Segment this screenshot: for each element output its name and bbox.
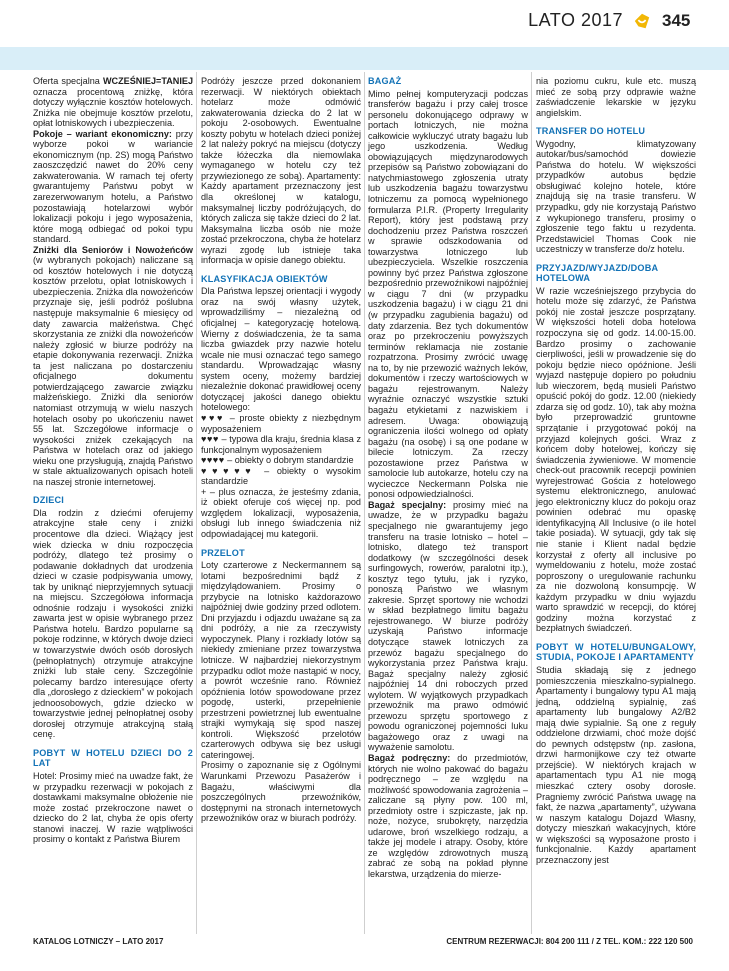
rating-hearts-icon: ♥♥♥ <box>201 434 219 445</box>
rating-hearts-icon: ♥♥♥ <box>201 412 226 423</box>
page-number: 345 <box>662 11 691 30</box>
paragraph: Pokoje – wariant ekonomiczny: przy wyborze pokoi w wariancie ekonomicznym (np. 2S) mogą Państwo zaoszczędzić nawet do 20% ceny zakwaterowania. W ramach tej oferty gwarantujemy Państwu pobyt w zarezerwowanym hotelu, a Państwo pozostawiają hotelarzowi wybór lokalizacji pokoju i jego wyposażenia, które mogą odbiegać od pokoi typu standard. <box>33 128 193 245</box>
section-heading: POBYT W HOTELU/BUNGALOWY, STUDIA, POKOJE I APARTAMENTY <box>536 641 696 663</box>
paragraph: Podróży jeszcze przed dokonaniem rezerwacji. W niektórych obiektach hotelarz może odmówić zakwaterowania dziecka do 2 lat w pokoju 2-osobowych. Ewentualne koszty pobytu w hotelach dzieci poniżej 2 lat należy pokryć na miejscu (dotyczy także łóżeczka dla niemowlaka wymaganego w hotelu czy też przywiezionego ze sobą). Apartamenty: Każdy apartament przeznaczony jest dla określonej w katalogu, maksymalnej liczby podróżujących, do których zalicza się także dzieci do 2 lat. Maksymalna liczba osób nie może zostać przekroczona, chyba że hotelarz wyrazi zgodę lub istnieje taka informacja w opisie danego obiektu. <box>201 76 361 266</box>
page-header <box>0 0 729 47</box>
paragraph: Prosimy o zapoznanie się z Ogólnymi Warunkami Przewozu Pasażerów i Bagażu, właściwymi dla poszczególnych przewoźników, dostępnymi na stronach internetowych przewoźników oraz w biurach podróży. <box>201 760 361 824</box>
paragraph: nia poziomu cukru, kule etc. muszą mieć ze sobą przy odprawie ważne zaświadczenie lekarskie w języku angielskim. <box>536 76 696 118</box>
section-heading: BAGAŻ <box>368 76 402 86</box>
rating-line: ♥♥♥♥♥ – obiekty o wysokim standardzie <box>201 465 361 487</box>
paragraph: Dla rodzin z dziećmi oferujemy atrakcyjne stałe ceny i zniżki procentowe dla dzieci. Wiążący jest wiek dziecka w dniu rozpoczęcia podróży, dlatego też prosimy o podawanie dokładnych dat urodzenia dzieci w czasie podpisywania umowy, tak by uniknąć nieprzyjemnych sytuacji na miejscu. Szczegółowa informacja odnośnie rodzaju i wysokości zniżki zawarta jest w opisie wybranego przez Państwa hotelu. Bardzo popularne są pokoje rodzinne, w których dwoje dzieci w towarzystwie dwóch osób dorosłych (pełnopłatnych) otrzymuje atrakcyjne zniżki lub stałe ceny. Szczególnie polecamy bardzo interesujące oferty dla „dorosłego z dzieckiem” w pokojach jednoosobowych, gdzie dziecko w towarzystwie jednej pełnopłatnej osoby dorosłej otrzymuje atrakcyjną stałą cenę. <box>33 507 193 740</box>
rating-hearts-icon: ♥♥♥♥ <box>201 455 225 466</box>
paragraph: Hotel: Prosimy mieć na uwadze fakt, że w przypadku rezerwacji w pokojach z dostawkami maksymalne obłożenie nie może zostać przekroczone nawet o dziecko do 2 lat, chyba że opis oferty stanowi inaczej. W razie wątpliwości prosimy o kontakt z Państwa Biurem <box>33 771 193 845</box>
season-label: LATO 2017 <box>528 10 623 30</box>
paragraph: Dla Państwa lepszej orientacji i wygody oraz na swój własny użytek, wprowadziliśmy – niezależną od oficjalnej – kategoryzację hotelową. Wierny z doświadczenia, że ta sama liczba gwiazdek przy nazwie hotelu wcale nie musi oznaczać tego samego standardu. Wprowadzając własny system oceny, możemy bardziej niezależnie dokonać prawidłowej oceny dotyczącej jakości danego obiektu hotelowego: <box>201 286 361 413</box>
paragraph: Bagaż specjalny: prosimy mieć na uwadze, że w przypadku bagażu specjalnego nie gwarantujemy jego transferu na trasie lotnisko – hotel – lotnisko, dlatego też transport dodatkowy (w szczególności desek surfingowych, rowerów, paralotni itp.), kosztyz tego tytułu, jak i ryzyko, ponoszą Państwo we własnym zakresie. Sprzęt sportowy nie wchodzi w skład bezpłatnego limitu bagażu rejestrowanego. W biurze podróży uzyskają Państwo informacje dotyczące stawek lotniczych za przewóz bagażu specjalnego do wykorzystania przez Państwa kraju. Bagaż specjalny należy zgłosić najpóźniej 14 dni roboczych przed wylotem. W wyjątkowych przypadkach przewoźnik ma prawo odmówić przewozu sprzętu sportowego z powodu ograniczonej pojemności luku bagażowego oraz z uwagi na wyważenie samolotu. <box>368 499 528 753</box>
rating-line: ♥♥♥ – typowa dla kraju, średnia klasa z funkcjonalnym wyposażeniem <box>201 434 362 455</box>
paragraph: Loty czarterowe z Neckermannem są lotami bezpośrednimi bądź z międzylądowaniem. Prosimy o przybycie na lotnisko każdorazowo najpóźniej dwie godziny przed odlotem. Dni przyjazdu i odjazdu uważane są za dni podróży, a nie za rzeczywisty wypoczynek. Plany i rozkłady lotów są niekiedy zmieniane przez towarzystwa lotnicze. W najbardziej niekorzystnym przypadku odlot może nastąpić w nocy, a powrót wcześnie rano. Również opóźnienia lotów spowodowane przez pogodę, usterki, przepełnienie przestrzeni powietrznej lub ewentualne strajki wymykają się spod naszej kontroli. Większość przelotów czarterowych odbywa się bez usługi cateringowej. <box>201 560 361 760</box>
paragraph: + – plus oznacza, że jesteśmy zdania, iż obiekt oferuje coś więcej np. pod względem lokalizacji, wyposażenia, obsługi lub innego świadczenia niż odpowiadającej mu kategorii. <box>201 486 361 539</box>
paragraph: Mimo pełnej komputeryzacji podczas transferów bagażu i przy całej trosce personelu dokonującego odprawy w portach lotniczych, nie można całkowicie wykluczyć utraty bagażu lub jego uszkodzenia. Według obowiązujących międzynarodowych przepisów są Państwo zobowiązani do natychmiastowego zgłoszenia utraty lub uszkodzenia bagażu towarzystwu lotniczemu za pomocą wypełnionego formularza P.I.R. (Property Irregularity Report), który jest podstawą przy dochodzeniu przez Państwa roszczeń w sprawie odszkodowania od towarzystwa lotniczego lub ubezpieczyciela. Wszelkie roszczenia powinny być przez Państwa zgłoszone bezpośrednio przewoźnikowi najpóźniej w ciągu 7 dni (w przypadku uszkodzenia bagażu) i w ciągu 21 dni (w przypadku zagubienia bagażu) od daty zdarzenia. Bez tych dokumentów oraz po przekroczeniu powyższych terminów reklamacja nie zostanie rozpatrzona. Prosimy zwrócić uwagę na to, by nie przewozić ważnych leków, dokumentów i rzeczy wartościowych w bagażu rejestrowanym. Należy wyraźnie oznaczyć wszystkie sztuki bagażu etykietami z nazwiskiem i adresem. Uwaga: obowiązują ograniczenia ilości wolnego od opłaty bagażu (na osobę) i są one podane w bilecie lotniczym. Za rzeczy pozostawione przez Państwa w samolocie lub autokarze, hotelu czy na wycieczce Neckermann Polska nie ponosi odpowiedzialności. <box>368 88 528 500</box>
column-divider <box>196 72 197 934</box>
section-heading: TRANSFER DO HOTELU <box>536 126 646 137</box>
footer-booking-phone: CENTRUM REZERWACJI: 804 200 111 / Z TEL. KOM.: 222 120 500 <box>446 937 693 946</box>
footer-catalog-title: KATALOG LOTNICZY – LATO 2017 <box>33 937 164 946</box>
text-column-1 <box>33 76 193 845</box>
text-column-3 <box>368 76 528 880</box>
text-column-2 <box>201 76 361 824</box>
paragraph: Studia składają się z jednego pomieszczenia mieszkalno-sypialnego. Apartamenty i bungalowy typu A1 mają jedną, oddzielną sypialnię, zaś apartamenty lub bungalowy A2/B2 mają dwie sypialnie. Są one z reguły oddzielone drzwiami, choć może dojść do pewnych odstępstw (np. zasłona, drzwi harmonijkowe czy też otwarte przejście). W niektórych krajach w apartamentach typu A1 nie mogą mieszkać cztery osoby dorosłe. Pragniemy zwrócić Państwa uwagę na fakt, że nazwa „apartamenty”, używana w naszym katalogu Dojazd Własny, dotyczy mieszkań wakacyjnych, które w większości są wyposażone prosto i funkcjonalnie. Każdy apartament przeznaczony jest <box>536 664 696 865</box>
section-heading: PRZELOT <box>201 547 245 558</box>
section-heading: DZIECI <box>33 495 65 506</box>
header-color-bar <box>0 47 729 70</box>
section-heading: POBYT W HOTELU DZIECI DO 2 LAT <box>33 747 193 769</box>
rating-line: ♥♥♥ – proste obiekty z niezbędnym wyposażeniem <box>201 412 362 434</box>
rating-hearts-icon: ♥♥♥♥♥ <box>201 465 257 476</box>
section-heading: KLASYFIKACJA OBIEKTÓW <box>201 273 328 284</box>
column-divider <box>364 72 365 934</box>
rating-line: ♥♥♥♥ – obiekty o dobrym standardzie <box>201 455 354 466</box>
column-divider <box>531 72 532 934</box>
sun-logo-icon <box>633 12 651 30</box>
paragraph: Oferta specjalna WCZEŚNIEJ=TANIEJ oznacza procentową zniżkę, która dotyczy wyłącznie kosztów hotelowych. Zniżka nie obejmuje kosztów przelotu, opłat lotniskowych i ubezpieczenia. <box>33 76 193 129</box>
paragraph: Bagaż podręczny: do przedmiotów, których nie wolno pakować do bagażu podręcznego – ze względu na możliwość spowodowania zagrożenia – zaliczane są płyny pow. 100 ml, przedmioty ostre i szpiczaste, jak np. noże, nożyce, srubokręty, narzędzia udarowe, broń wszelkiego rodzaju, a także jej modele i atrapy. Osoby, które ze względów zdrowotnych muszą zabrać ze sobą na pokład płynne lekarstwa, urządzenia do mierze- <box>368 753 528 880</box>
paragraph: Zniżki dla Seniorów i Nowożeńców (w wybranych pokojach) naliczane są od kosztów hotelowych i nie dotyczą kosztów przelotu, opłat lotniskowych i ubezpieczenia. Zniżka dla nowożeńców przyznaje się, jeśli podróż poślubna następuje maksymalnie 6 miesięcy od daty zawarcia małżeństwa. Chęć skorzystania ze zniżki dla nowożeńców należy zgłosić w biurze podróży na etapie dokonywania rezerwacji. Zniżka ta jest naliczana po dostarczeniu oficjalnego dokumentu potwierdzającego zawarcie związku małżeńskiego. Zniżki dla seniorów natomiast otrzymują w wielu naszych hotelach osoby po ukończeniu nawet 55 lat. Szczegółowe informacje o wysokości zniżek czekających na Państwa w hotelach oraz od jakiego wieku one przysługują, znajdą Państwo w stale aktualizowanych opisach hoteli na naszej stronie internetowej. <box>33 244 193 487</box>
section-heading: PRZYJAZD/WYJAZD/DOBA HOTELOWA <box>536 262 659 284</box>
paragraph: Wygodny, klimatyzowany autokar/bus/samochód dowiezie Państwa do hotelu. W większości przypadków autobus będzie obsługiwać kolejno hotele, które znajdują się na trasie transferu. W przypadku, gdy nie korzystają Państwo z wykupionego transferu, prosimy o zgłoszenie tego faktu u rezydenta. Przedstawiciel Thomas Cook nie uczestniczy w transferze do/z hotelu. <box>536 138 696 255</box>
text-column-4 <box>536 76 696 865</box>
paragraph: W razie wcześniejszego przybycia do hotelu może się zdarzyć, że Państwa pokój nie został jeszcze posprzątany. W większości hoteli doba hotelowa rozpoczyna się od godz. 14.00-15.00. Bardzo prosimy o zachowanie cierpliwości, jeśli w prowadzenie się do pokoju będzie nieco opóźnione. Jeśli wyjazd następuje dopiero po południu lub wieczorem, będą musieli Państwo opuścić pokój do godz. 12.00 (niekiedy zdarza się od godz. 10), tak aby można było przeprowadzić gruntowne sprzątanie i przygotować pokój na przyjazd kolejnych gości. Wraz z końcem doby hotelowej, kończy się świadczenia żywieniowe. W momencie check-out pracownik recepcji powinien wyrejestrować Gościa z hotelowego systemu elektronicznego, anulować jego elektroniczny klucz do pokoju oraz powinien odebrać mu opaskę identyfikacyjną All Inclusive (o ile hotel takie posiada). W sytuacji, gdy tak się nie stanie i Klient nadal będzie korzystał z oferty all inclusive po wymeldowaniu z hotelu, może zostać poproszony o uregulowanie rachunku za nie dozwoloną konsumpcję. W każdym przypadku w dniu wyjazdu warto sprawdzić w recepcji, do której godziny można korzystać z bezpłatnych świadczeń. <box>536 285 696 634</box>
